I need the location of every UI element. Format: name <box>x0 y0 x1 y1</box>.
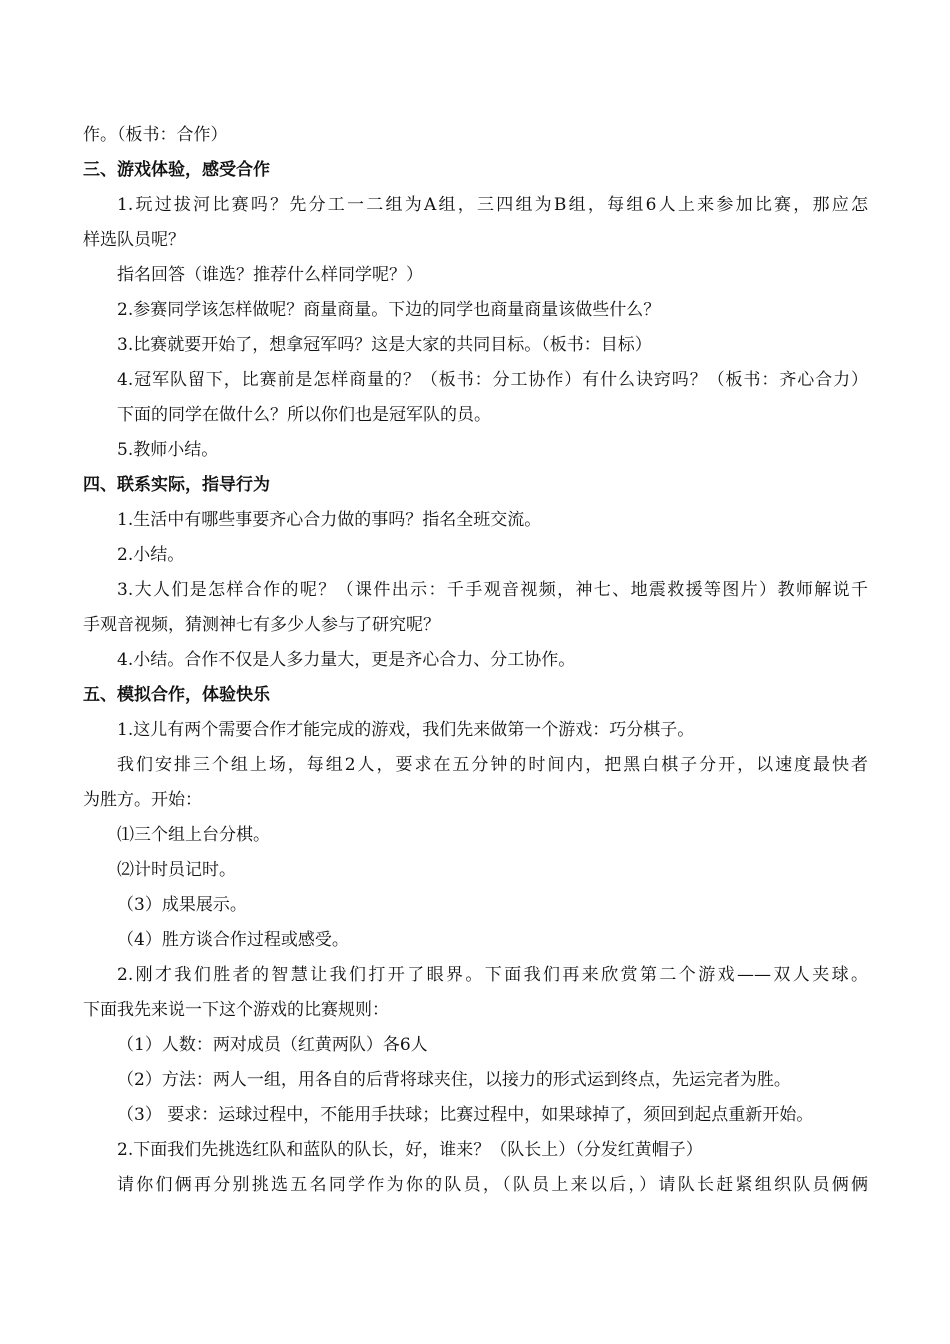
text-line-3: 1.玩过拔河比赛吗？先分工一二组为A组，三四组为B组，每组6人上来参加比赛，那应怎 <box>117 195 868 215</box>
text-line-19: 我们安排三个组上场，每组2人，要求在五分钟的时间内，把黑白棋子分开，以速度最快者 <box>117 755 868 775</box>
section-heading-4: 四、联系实际，指导行为 <box>83 475 270 495</box>
section-heading-5: 五、模拟合作，体验快乐 <box>83 685 270 705</box>
text-line-14: 3.大人们是怎样合作的呢？（课件出示：千手观音视频，神七、地震救援等图片）教师解说千 <box>117 580 868 600</box>
text-line-15: 手观音视频，猜测神七有多少人参与了研究呢？ <box>83 615 440 635</box>
section-heading-3: 三、游戏体验，感受合作 <box>83 160 270 180</box>
text-line-8: 4.冠军队留下，比赛前是怎样商量的？（板书：分工协作）有什么诀窍吗？（板书：齐心合力） <box>117 370 868 390</box>
text-line-21: ⑴三个组上台分棋。 <box>117 825 270 845</box>
text-line-22: ⑵计时员记时。 <box>117 860 236 880</box>
text-line-28: （2）方法：两人一组，用各自的后背将球夹住，以接力的形式运到终点，先运完者为胜。 <box>117 1070 791 1090</box>
text-line-1: 作。（板书：合作） <box>83 125 228 145</box>
text-line-5: 指名回答（谁选？推荐什么样同学呢？） <box>117 265 423 285</box>
text-line-16: 4.小结。合作不仅是人多力量大，更是齐心合力、分工协作。 <box>117 650 576 670</box>
text-line-13: 2.小结。 <box>117 545 185 565</box>
text-line-23: （3）成果展示。 <box>117 895 247 915</box>
text-line-7: 3.比赛就要开始了，想拿冠军吗？这是大家的共同目标。（板书：目标） <box>117 335 652 355</box>
text-line-31: 请你们俩再分别挑选五名同学作为你的队员，（队员上来以后，）请队长赶紧组织队员俩俩 <box>117 1175 868 1195</box>
text-line-27: （1）人数：两对成员（红黄两队）各6人 <box>117 1035 428 1055</box>
text-line-20: 为胜方。开始： <box>83 790 202 810</box>
text-line-4: 样选队员呢？ <box>83 230 185 250</box>
text-line-30: 2.下面我们先挑选红队和蓝队的队长，好，谁来？（队长上）（分发红黄帽子） <box>117 1140 703 1160</box>
text-line-6: 2.参赛同学该怎样做呢？商量商量。下边的同学也商量商量该做些什么？ <box>117 300 661 320</box>
text-line-26: 下面我先来说一下这个游戏的比赛规则： <box>83 1000 389 1020</box>
text-line-24: （4）胜方谈合作过程或感受。 <box>117 930 349 950</box>
text-line-9: 下面的同学在做什么？所以你们也是冠军队的员。 <box>117 405 491 425</box>
text-line-10: 5.教师小结。 <box>117 440 219 460</box>
text-line-25: 2.刚才我们胜者的智慧让我们打开了眼界。下面我们再来欣赏第二个游戏——双人夹球。 <box>117 965 868 985</box>
text-line-29: （3） 要求：运球过程中，不能用手扶球；比赛过程中，如果球掉了，须回到起点重新开始。 <box>117 1105 814 1125</box>
text-line-12: 1.生活中有哪些事要齐心合力做的事吗？指名全班交流。 <box>117 510 542 530</box>
text-line-18: 1.这儿有两个需要合作才能完成的游戏，我们先来做第一个游戏：巧分棋子。 <box>117 720 695 740</box>
